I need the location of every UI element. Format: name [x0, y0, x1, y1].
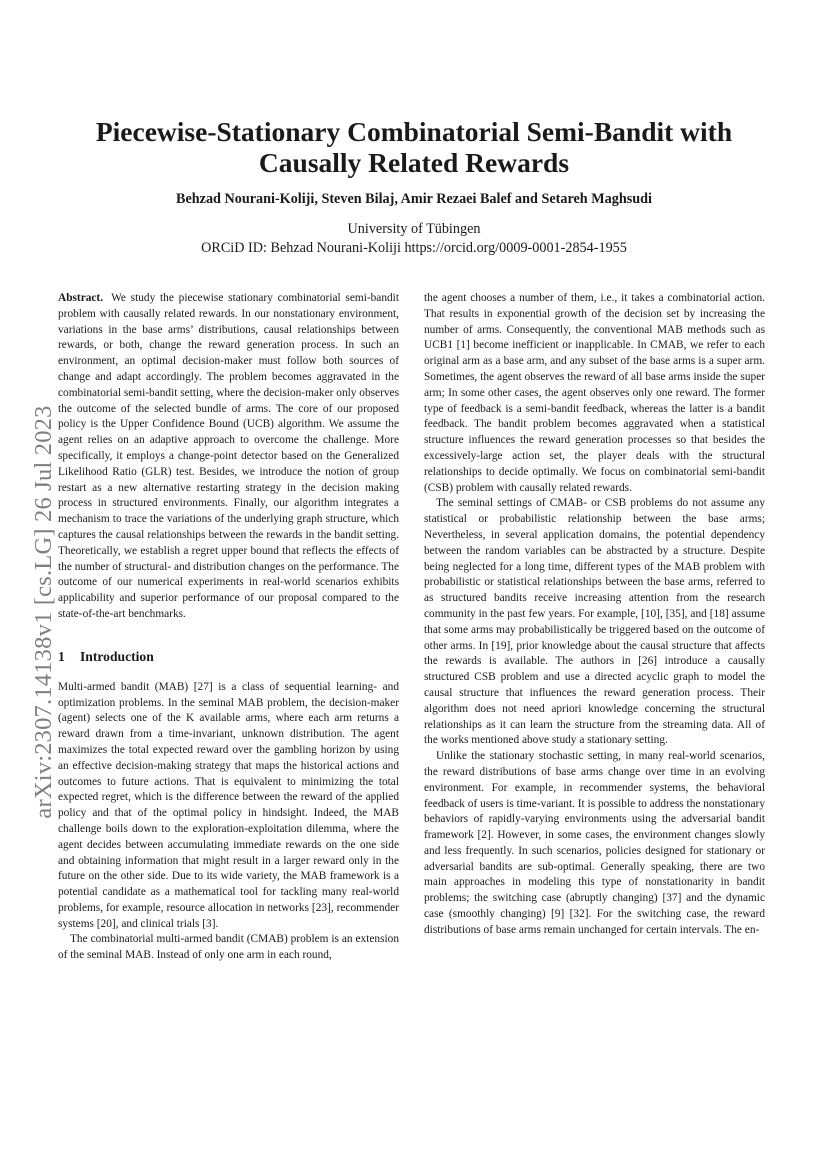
arxiv-id-text: arXiv:2307.14138v1 [cs.LG] 26 Jul 2023 — [30, 405, 57, 819]
left-column — [58, 291, 399, 964]
abstract-text: We study the piecewise stationary combinatorial semi-bandit problem with causally related rewards. In our nonstationary environment, variations in the base arms’ distributions, causal relationships between rewards, or both, change the reward generation process. In such an environment, an optimal decision-maker must follow both sources of change and adapt accordingly. The problem becomes aggravated in the combinatorial semi-bandit setting, where the decision-maker only observes the outcome of the selected bundle of arms. The core of our proposed policy is the Upper Confidence Bound (UCB) algorithm. We assume the agent relies on an adaptive approach to overcome the challenge. More specifically, it employs a change-point detector based on the Generalized Likelihood Ratio (GLR) test. Besides, we introduce the notion of group restart as a new alternative restarting strategy in the decision making process in structured environments. Finally, our algorithm integrates a mechanism to trace the variations of the underlying graph structure, which captures the causal relationships between the rewards in the bandit setting. Theoretically, we establish a regret upper bound that reflects the effects of the number of structural- and distribution changes on the performance. The outcome of our numerical experiments in real-world scenarios exhibits applicability and superior performance of our proposal compared to the state-of-the-art benchmarks. — [58, 292, 399, 620]
abstract — [58, 291, 399, 623]
body-paragraph: The combinatorial multi-armed bandit (CMAB) problem is an extension of the seminal MAB. Instead of only one arm in each round, — [58, 933, 399, 962]
abstract-label: Abstract. — [58, 292, 104, 304]
section-number: 1 — [58, 648, 65, 664]
body-paragraph: Multi-armed bandit (MAB) [27] is a class of sequential learning- and optimization problems. In the seminal MAB problem, the decision-maker (agent) selects one of the K available arms, where each arm returns a reward drawn from a time-invariant, unknown distribution. The agent maximizes the total expected reward over the gambling horizon by using an effective decision-making strategy that maps the historical actions and outcomes to future actions. That is equivalent to minimizing the total expected regret, which is the difference between the reward of the applied policy and that of the optimal policy in hindsight. Indeed, the MAB challenge boils down to the exploration-exploitation dilemma, where the agent decides between accumulating immediate rewards on the one side and obtaining information that might result in a larger reward only in the future on the other side. Due to its wide variety, the MAB framework is a potential candidate as a mathematical tool for tackling many real-world problems, for example, resource allocation in networks [23], recommender systems [20], and clinical trials [3]. — [58, 680, 399, 930]
body-paragraph: the agent chooses a number of them, i.e., it takes a combinatorial action. That results in exponential growth of the decision set by increasing the number of arms. Consequently, the conventional MAB methods such as UCB1 [1] become inefficient or inapplicable. In CMAB, we refer to each original arm as a base arm, and any subset of the base arms is a super arm. Sometimes, the agent observes the reward of all base arms inside the super arm; In some other cases, the agent observes only one reward. The former type of feedback is a semi-bandit feedback, whereas the latter is a bandit feedback. The bandit problem becomes aggravated when a statistical structure influences the reward generation processes so that besides the excessively-large action set, the player deals with the structural relationships to decide optimally. We focus on combinatorial semi-bandit (CSB) problem with causally related rewards. — [424, 292, 765, 494]
body-paragraph: Unlike the stationary stochastic setting, in many real-world scenarios, the reward distributions of base arms change over time in an evolving environment. For example, in recommender systems, the behavioral feedback of users is time-variant. It is possible to address the nonstationary behaviors of rapidly-varying environments using the adversarial bandit framework [2]. However, in some cases, the environment changes slowly and less frequently. In such scenarios, policies designed for stationary or adversarial bandits are sub-optimal. Generally speaking, there are two main approaches in modeling this type of nonstationarity in bandit problems; the switching case (abruptly changing) [37] and the dynamic case (smoothly changing) [9] [32]. For the switching case, the reward distributions of base arms remain unchanged for certain intervals. The en- — [424, 750, 765, 936]
affiliation: University of Tübingen — [347, 221, 481, 237]
affiliation-block — [60, 220, 768, 258]
section-title: Introduction — [80, 648, 154, 664]
body-paragraph: The seminal settings of CMAB- or CSB problems do not assume any statistical or probabilistic relationship between the base arms; Nevertheless, in several application domains, the potential dependency between the random variables can be abstracted by a structure. Despite being neglected for a long time, different types of the MAB problem with probabilistic or statistical relationships between the base arms, referred to as structured bandits receive increasing attention from the research community in the past few years. For example, [10], [35], and [18] assume that some arms may probabilistically be triggered based on the outcome of other arms. In [19], prior knowledge about the causal structure that affects the rewards is available. The authors in [26] introduce a causally structured CSB problem and use a directed acyclic graph to model the causal structure that influences the reward generation process. Their algorithm does not need apriori knowledge concerning the structural relationships as it can learn the structure from the streaming data. All of the works mentioned above study a stationary setting. — [424, 497, 765, 747]
right-column — [424, 291, 765, 939]
section-heading — [58, 648, 399, 666]
orcid-line: ORCiD ID: Behzad Nourani-Koliji https://orcid.org/0009-0001-2854-1955 — [201, 240, 627, 256]
paper-title: Piecewise-Stationary Combinatorial Semi-Bandit with Causally Related Rewards — [95, 116, 733, 178]
author-list: Behzad Nourani-Koliji, Steven Bilaj, Amir Rezaei Balef and Setareh Maghsudi — [176, 191, 652, 207]
